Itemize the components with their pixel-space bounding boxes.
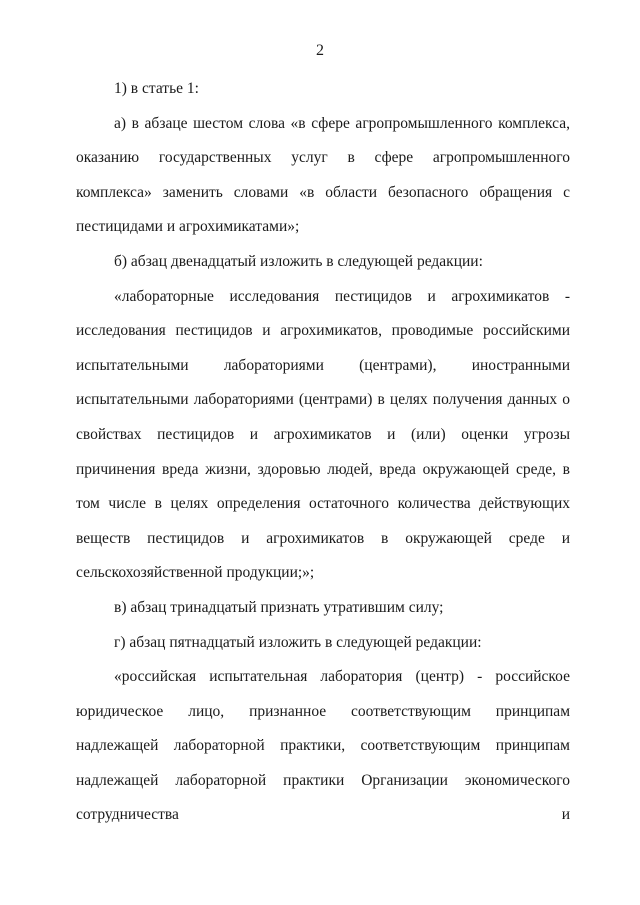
paragraph-b-definition: «лабораторные исследования пестицидов и агрохимикатов - исследования пестицидов и агрохимикатов, проводимые российскими испытательными лабораториями (центрами), иностранными испытательными лабораториями (центрами) в целях получения данных о свойствах пестицидов и агрохимикатов и (или) оценки угрозы причинения вреда жизни, здоровью людей, вреда окружающей среде, в том числе в целях определения остаточного количества действующих веществ пестицидов и агрохимикатов в окружающей среде и сельскохозяйственной продукции;»; xyxy=(76,287,570,582)
paragraph-a: а) в абзаце шестом слова «в сфере агропромышленного комплекса, оказанию государственных услуг в сфере агропромышленного комплекса» заменить словами «в области безопасного обращения с пестицидами и агрохимикатами»; xyxy=(76,114,570,236)
paragraph-b: б) абзац двенадцатый изложить в следующей редакции: xyxy=(114,252,483,270)
page-number: 2 xyxy=(316,42,324,59)
paragraph-g: г) абзац пятнадцатый изложить в следующей редакции: xyxy=(114,633,482,651)
paragraph-v: в) абзац тринадцатый признать утратившим силу; xyxy=(114,598,444,616)
paragraph-g-definition: «российская испытательная лаборатория (центр) - российское юридическое лицо, признанное соответствующим принципам надлежащей лабораторной практики, соответствующим принципам надлежащей лабораторной практики Организации экономического сотрудничества и xyxy=(76,668,570,824)
document-body xyxy=(76,72,570,833)
paragraph-article-1: 1) в статье 1: xyxy=(114,80,199,97)
